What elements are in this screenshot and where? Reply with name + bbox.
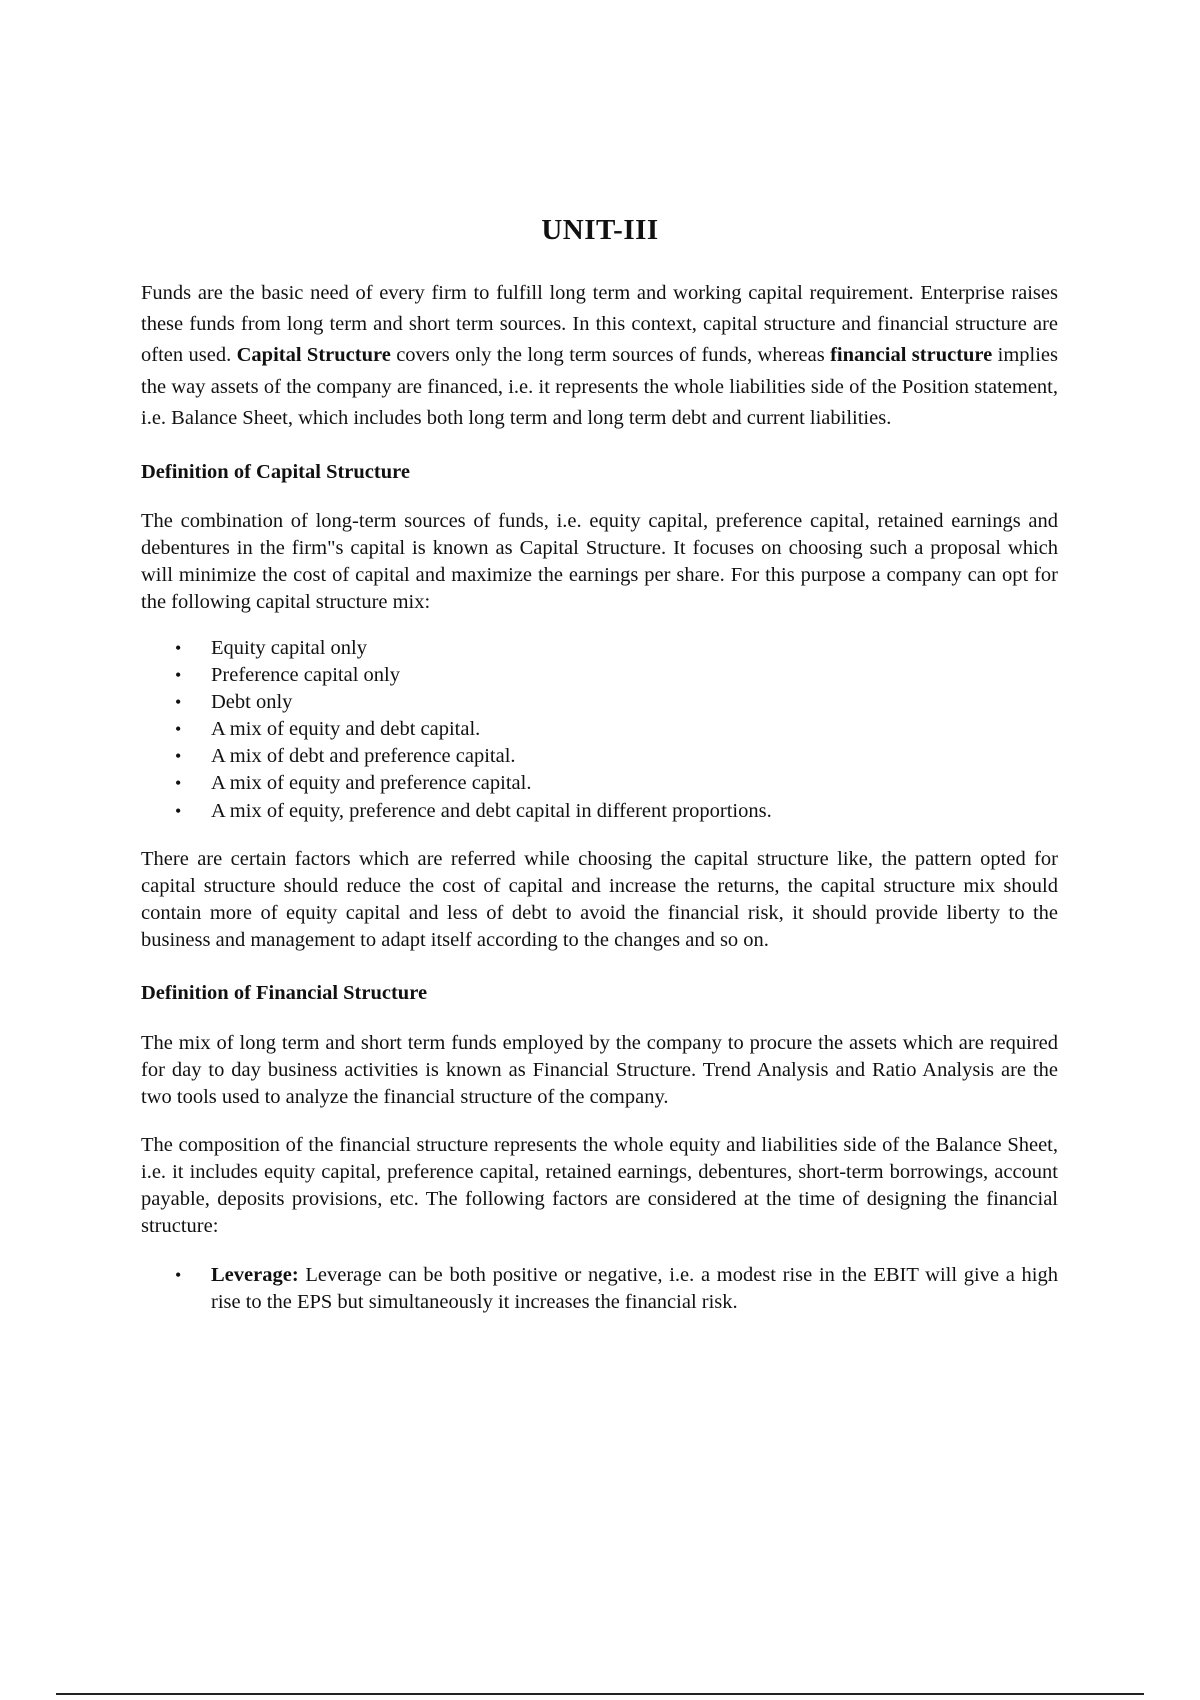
intro-bold-capital-structure: Capital Structure <box>236 344 391 367</box>
list-item: • Equity capital only <box>211 635 1058 662</box>
bullet-icon: • <box>175 746 182 767</box>
capital-structure-paragraph: The combination of long-term sources of funds, i.e. equity capital, preference capital, retained earnings and debentures in the firm"s capital is known as Capital Structure. It focuses on choosing such a proposal which will minimize the cost of capital and maximize the earnings per share. For this purpose a company can opt for the following capital structure mix: <box>141 510 1058 614</box>
intro-text-1: Funds are the basic need of every firm to fulfill long term and working capital requirement. Enterprise raises these funds from long term and short term sources. In this context, capital structure and financial structure are often used. <box>141 282 1058 367</box>
financial-structure-paragraph-1: The mix of long term and short term funds employed by the company to procure the assets which are required for day to day business activities is known as Financial Structure. Trend Analysis and Ratio Analysis are the two tools used to analyze the financial structure of the company. <box>141 1031 1058 1108</box>
capital-mix-list <box>141 635 1058 825</box>
bullet-icon: • <box>175 800 182 821</box>
leverage-label: Leverage: <box>211 1263 299 1286</box>
list-item: • Preference capital only <box>211 662 1058 689</box>
bullet-icon: • <box>175 692 182 713</box>
page-title: UNIT-III <box>541 214 659 246</box>
bullet-icon: • <box>175 638 182 659</box>
leverage-text: Leverage can be both positive or negative, i.e. a modest rise in the EBIT will give a high rise to the EPS but simultaneously it increases the financial risk. <box>211 1263 1058 1313</box>
intro-text-3: implies the way assets of the company are financed, i.e. it represents the whole liabilities side of the Position statement, i.e. Balance Sheet, which includes both long term and long term debt and current liabilities. <box>141 344 1059 429</box>
list-item: • A mix of equity and debt capital. <box>211 716 1058 743</box>
list-item <box>175 1262 1058 1316</box>
financial-factors-list <box>141 1262 1058 1316</box>
factors-paragraph: There are certain factors which are referred while choosing the capital structure like, the pattern opted for capital structure should reduce the cost of capital and increase the returns, the capital structure mix should contain more of equity capital and less of debt to avoid the financial risk, it should provide liberty to the business and management to adapt itself according to the changes and so on. <box>141 847 1058 951</box>
list-item: • Debt only <box>211 689 1058 716</box>
bullet-icon: • <box>175 665 182 686</box>
bullet-icon: • <box>175 1264 182 1285</box>
heading-capital-structure: Definition of Capital Structure <box>141 461 410 484</box>
footer-divider <box>56 1693 1144 1695</box>
document-body <box>141 278 1058 1316</box>
intro-paragraph <box>141 278 1058 434</box>
heading-financial-structure: Definition of Financial Structure <box>141 981 428 1004</box>
intro-text-2: covers only the long term sources of funds, whereas <box>390 344 831 367</box>
list-item: • A mix of equity, preference and debt capital in different proportions. <box>211 798 1058 825</box>
bullet-icon: • <box>175 719 182 740</box>
list-item: • A mix of debt and preference capital. <box>211 743 1058 770</box>
bullet-icon: • <box>175 773 182 794</box>
financial-structure-paragraph-2: The composition of the financial structure represents the whole equity and liabilities side of the Balance Sheet, i.e. it includes equity capital, preference capital, retained earnings, debentures, short-term borrowings, account payable, deposits provisions, etc. The following factors are considered at the time of designing the financial structure: <box>141 1133 1058 1237</box>
list-item: • A mix of equity and preference capital. <box>211 770 1058 797</box>
intro-bold-financial-structure: financial structure <box>830 344 993 367</box>
